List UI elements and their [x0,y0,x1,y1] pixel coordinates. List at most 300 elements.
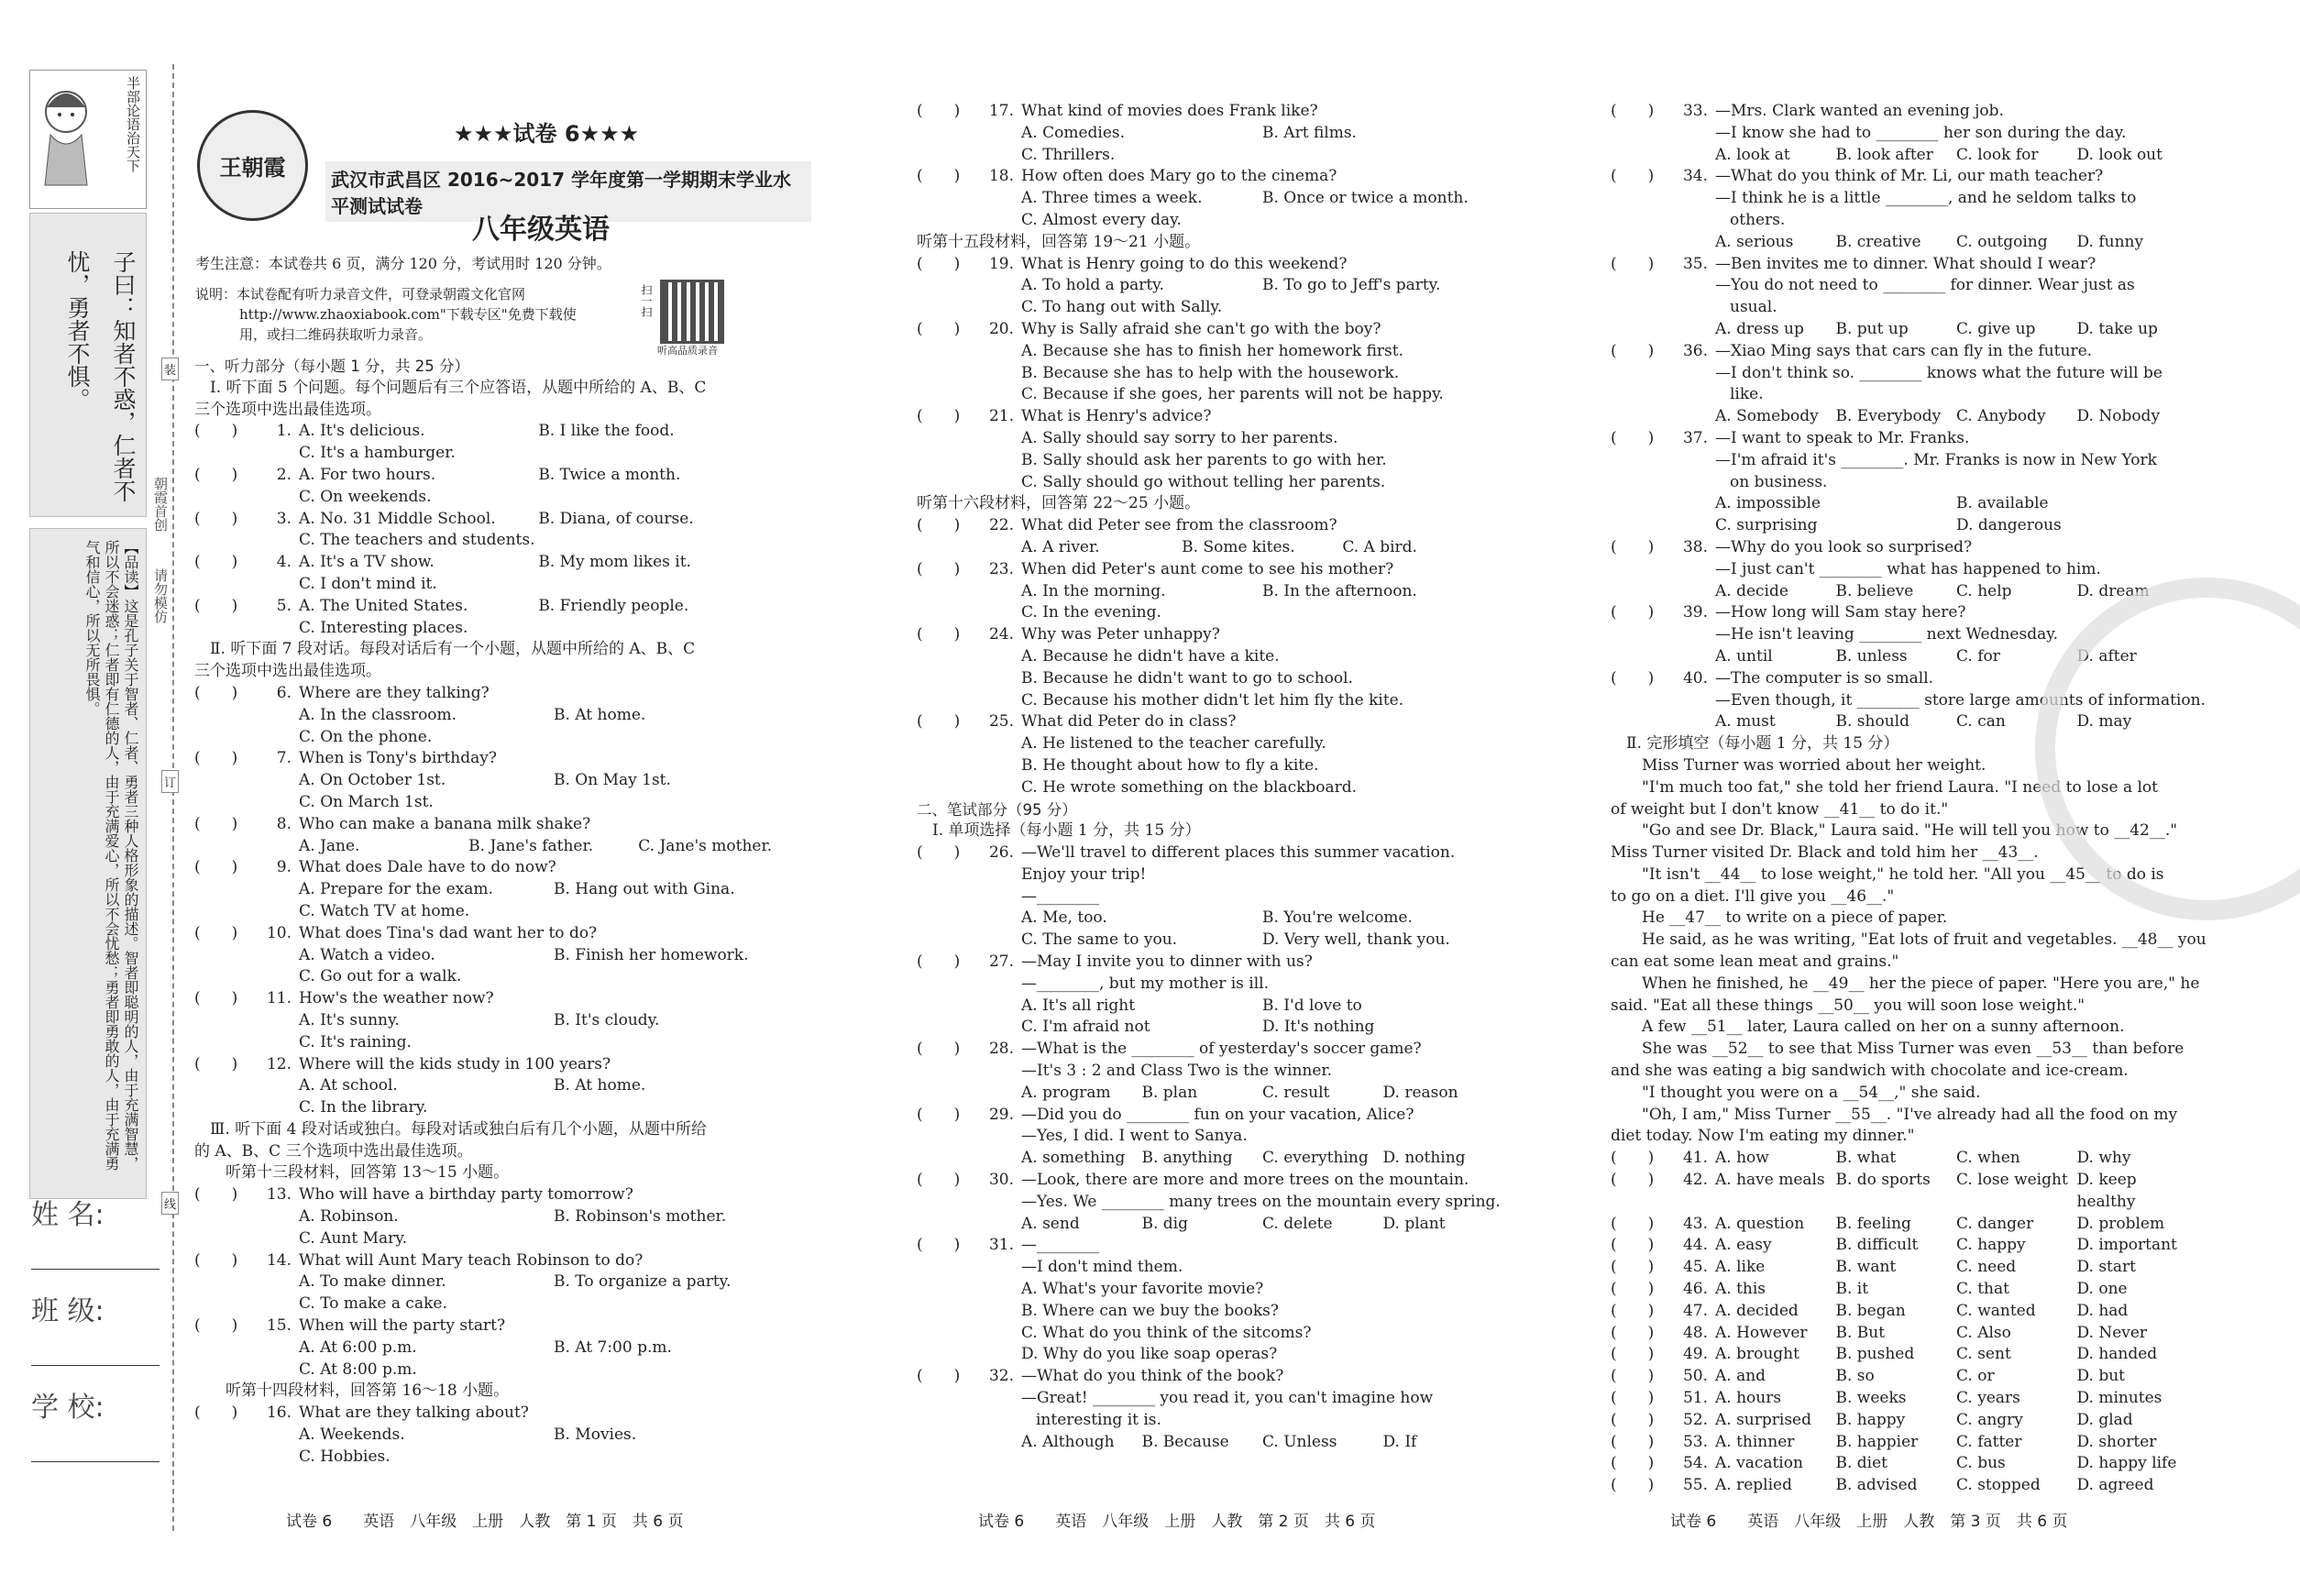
question-number: 23. [988,559,1014,578]
answer-bracket[interactable]: ( ) [1611,102,1655,120]
side-note-2: 请勿模仿 [152,568,169,623]
cloze-item-52 [1611,1410,2197,1432]
option-a: A. Although [1021,1432,1115,1451]
option-a: A. hours [1715,1389,1782,1408]
question-17 [917,101,1503,123]
answer-bracket[interactable]: ( ) [194,989,238,1008]
question-text: Who will have a birthday party tomorrow? [299,1185,633,1205]
paragraph-line: to go on a diet. I'll give you __46__." [1611,886,1895,906]
answer-bracket[interactable]: ( ) [1611,537,1655,556]
option-b: B. It's cloudy. [554,1010,660,1029]
answer-bracket[interactable]: ( ) [194,422,238,441]
question-number: 8. [276,814,292,833]
option-text: C. To make a cake. [299,1294,447,1314]
answer-bracket[interactable]: ( ) [917,1367,961,1386]
option-b: B. To go to Jeff's party. [1262,276,1441,295]
option-row [917,777,1503,799]
cloze-options [1715,1279,2197,1301]
question-number: 34. [1682,167,1708,186]
option-text: C. Because his mother didn't let him fly the kite. [1021,690,1404,710]
option-row [917,428,1503,450]
answer-bracket[interactable]: ( ) [194,814,238,833]
column-2 [917,101,1503,1453]
option-row [194,1425,809,1447]
question-26 [917,842,1503,864]
option-row [917,210,1503,232]
answer-bracket[interactable]: ( ) [917,516,961,535]
question-number: 38. [1682,537,1708,556]
indented-line: Enjoy your trip! [1021,864,1147,884]
answer-bracket[interactable]: ( ) [1611,668,1655,688]
pindu-box [29,528,147,1199]
question-12 [194,1054,809,1076]
question-number: 32. [988,1367,1014,1386]
question-number: 7. [276,749,292,768]
answer-bracket[interactable]: ( ) [917,1040,961,1059]
paragraph-line: said. "Eat all these things __50__ you will soon lose weight." [1611,996,2085,1015]
question-3 [194,509,809,531]
option-row [1611,515,2197,537]
answer-bracket[interactable]: ( ) [194,465,238,484]
option-text: C. On the phone. [299,727,433,746]
option-text: A. What's your favorite movie? [1021,1280,1264,1299]
paper-label: ★★★试卷 6★★★ [454,121,640,147]
brand-logo [197,110,308,221]
option-a: A. It's sunny. [299,1010,400,1029]
question-number: 18. [988,167,1014,186]
option-row [917,123,1503,145]
answer-bracket[interactable]: ( ) [917,1171,961,1190]
option-row [917,930,1503,952]
answer-bracket[interactable]: ( ) [1611,1454,1655,1473]
option-a: A. have meals [1715,1171,1825,1190]
option-row [194,1293,809,1315]
rail-char: 天 [125,145,141,159]
option-a: A. It's all right [1021,996,1136,1015]
option-b: B. Jane's father. [468,836,594,855]
question-number: 40. [1682,668,1708,688]
option-row [194,879,809,901]
indented-line: —I don't think so. ________ knows what the future will be [1715,363,2162,382]
option-a: A. Prepare for the exam. [299,880,493,899]
question-text [299,552,809,574]
question-number: 36. [1682,341,1708,360]
cloze-options [1715,1475,2197,1497]
option-a: A. like [1715,1258,1766,1277]
answer-bracket[interactable]: ( ) [1611,1389,1655,1408]
question-20 [917,319,1503,341]
option-text: C. Watch TV at home. [299,901,470,920]
answer-bracket[interactable]: ( ) [917,407,961,426]
question-8 [194,814,809,836]
answer-bracket[interactable]: ( ) [194,509,238,528]
answer-bracket[interactable]: ( ) [1611,1432,1655,1451]
answer-bracket[interactable]: ( ) [917,254,961,273]
indented-line: —________ [1021,886,1099,906]
answer-bracket[interactable]: ( ) [194,1250,238,1270]
cloze-item-51 [1611,1388,2197,1410]
question-35 [1611,254,2197,276]
option-d: D. dream [2076,581,2150,600]
qr-label: 扫一扫 [640,284,653,317]
cloze-options [1715,1170,2197,1214]
logo-text: 王朝霞 [219,155,286,181]
cloze-item-42 [1611,1170,2197,1214]
question-32 [917,1366,1503,1388]
option-a: A. and [1715,1367,1766,1386]
paragraph-line: can eat some lean meat and grains." [1611,952,1899,972]
answer-bracket[interactable]: ( ) [1611,1214,1655,1233]
paragraph-line: 三个选项中选出最佳选项。 [194,662,381,681]
answer-bracket[interactable]: ( ) [1611,1149,1655,1168]
cloze-item-54 [1611,1453,2197,1475]
option-a: A. how [1715,1149,1769,1168]
option-a: A. No. 31 Middle School. [299,509,496,528]
option-row [917,472,1503,494]
answer-bracket[interactable]: ( ) [1611,1476,1655,1495]
option-b: B. look after [1835,145,1933,164]
desc-3: 用，或扫二维码获取听力录音。 [239,326,433,343]
option-d: D. Never [2076,1323,2148,1342]
option-row [194,945,809,967]
question-number: 54. [1682,1454,1708,1473]
cloze-item-41 [1611,1148,2197,1170]
answer-bracket[interactable]: ( ) [1611,603,1655,622]
answer-bracket[interactable]: ( ) [917,625,961,644]
name-field[interactable] [31,1192,160,1270]
rail-top-box [29,70,147,209]
option-row [917,581,1503,603]
question-1 [194,421,809,443]
option-a: A. surprised [1715,1410,1811,1429]
paragraph-line: She was __52__ to see that Miss Turner was even __53__ than before [1611,1040,2184,1059]
option-c: C. outgoing [1956,232,2048,251]
option-row [917,690,1503,712]
option-c: C. lose weight [1956,1171,2068,1190]
answer-bracket[interactable]: ( ) [917,1236,961,1255]
option-row [194,487,809,509]
question-36 [1611,341,2197,363]
indented-line: —I just can't ________ what has happened to him. [1715,559,2101,578]
option-text: C. It's raining. [299,1032,412,1051]
option-a: A. Me, too. [1021,908,1107,928]
answer-bracket[interactable]: ( ) [917,319,961,338]
paragraph-line: Ⅱ. 听下面 7 段对话。每段对话后有一个小题，从题中所给的 A、B、C [194,640,696,659]
answer-bracket[interactable]: ( ) [194,1185,238,1205]
answer-bracket[interactable]: ( ) [1611,1280,1655,1299]
cloze-options [1715,1148,2197,1170]
question-33 [1611,101,2197,123]
question-number: 43. [1682,1214,1708,1233]
option-d: D. take up [2076,319,2158,338]
paragraph-line: "Oh, I am," Miss Turner __55__. "I've already had all the food on my [1611,1105,2178,1124]
option-row [917,668,1503,690]
paragraph-line: Miss Turner was worried about her weight. [1611,755,1986,775]
answer-bracket[interactable]: ( ) [1611,1301,1655,1320]
question-text: —The computer is so small. [1715,668,1934,688]
indented-line: —He isn't leaving ________ next Wednesday. [1715,625,2058,644]
paragraph-line: "I'm much too fat," she told her friend Laura. "I need to lose a lot [1611,777,2158,797]
paragraph-line: "I thought you were on a __54__," she said. [1611,1083,1981,1102]
option-b: D. It's nothing [1262,1018,1375,1037]
cloze-options [1715,1453,2197,1475]
left-rail [29,70,147,1199]
answer-bracket[interactable]: ( ) [194,553,238,572]
question-text: —Look, there are more and more trees on the mountain. [1021,1171,1469,1190]
option-c: C. give up [1956,319,2036,338]
paragraph-line: Ⅲ. 听下面 4 段对话或独白。每段对话或独白后有几个小题，从题中所给 [194,1119,707,1139]
option-text: C. On March 1st. [299,792,434,811]
quote-main: 子曰：知者不惑，仁者不 [110,250,137,502]
question-number: 17. [988,102,1014,120]
question-text [299,596,809,618]
option-a: A. thinner [1715,1432,1795,1451]
question-number: 28. [988,1040,1014,1059]
option-row [194,443,809,465]
answer-bracket[interactable]: ( ) [917,1105,961,1124]
option-c: C. Unless [1262,1432,1337,1451]
question-27 [917,952,1503,974]
answer-bracket[interactable]: ( ) [917,167,961,186]
question-5 [194,596,809,618]
question-23 [917,559,1503,581]
option-row [1611,581,2197,603]
indented-line: —I don't mind them. [1021,1258,1183,1277]
answer-bracket[interactable]: ( ) [1611,428,1655,447]
question-text: What is Henry going to do this weekend? [1021,254,1348,273]
paragraph-line: and she was eating a big sandwich with chocolate and ice-cream. [1611,1062,2129,1081]
question-number: 35. [1682,254,1708,273]
option-row [917,1323,1503,1345]
option-a: A. Somebody [1715,407,1819,426]
class-field[interactable] [31,1288,160,1366]
answer-bracket[interactable]: ( ) [194,596,238,615]
option-text: A. He listened to the teacher carefully. [1021,734,1326,754]
option-a: A. question [1715,1214,1805,1233]
answer-bracket[interactable]: ( ) [917,712,961,732]
answer-bracket[interactable]: ( ) [1611,1323,1655,1342]
indented-line: —Yes, I did. I went to Sanya. [1021,1127,1248,1146]
option-b: B. Everybody [1835,407,1942,426]
option-d: D. nothing [1382,1149,1466,1168]
option-b: B. feeling [1835,1214,1911,1233]
question-number: 14. [266,1250,292,1270]
desc-1: 说明：本试卷配有听力录音文件，可登录朝霞文化官网 [195,286,526,303]
option-d: D. reason [1382,1083,1458,1102]
option-b: B. At home. [554,705,646,724]
option-b: B. Twice a month. [538,465,681,484]
answer-bracket[interactable]: ( ) [194,1316,238,1336]
option-c: C. result [1262,1083,1330,1102]
question-text: Who can make a banana milk shake? [299,814,591,833]
indented-line: —Great! ________ you read it, you can't imagine how [1021,1389,1434,1408]
option-c: C. wanted [1956,1301,2036,1320]
indented-line: others. [1730,210,1786,229]
option-row [194,1359,809,1381]
desc-2: http://www.zhaoxiabook.com"下载专区"免费下载使 [239,306,577,323]
option-row [917,297,1503,319]
answer-bracket[interactable]: ( ) [1611,1367,1655,1386]
answer-bracket[interactable]: ( ) [1611,1345,1655,1364]
option-text: B. Sally should ask her parents to go with her. [1021,450,1387,469]
answer-bracket[interactable]: ( ) [194,858,238,877]
option-a: A. The United States. [299,596,468,615]
option-row [194,1228,809,1250]
question-number: 10. [266,923,292,942]
option-b: B. Hang out with Gina. [554,880,735,899]
cloze-options [1715,1366,2197,1388]
option-b: B. diet [1835,1454,1888,1473]
answer-bracket[interactable]: ( ) [1611,1258,1655,1277]
option-row [194,1010,809,1032]
indented-line: —Yes. We ________ many trees on the mountain every spring. [1021,1192,1501,1211]
answer-bracket[interactable]: ( ) [194,683,238,702]
question-text: —May I invite you to dinner with us? [1021,952,1313,972]
answer-bracket[interactable]: ( ) [194,749,238,768]
option-a: A. To hold a party. [1021,276,1164,295]
option-a: A. It's delicious. [299,422,425,441]
notice: 考生注意：本试卷共 6 页，满分 120 分，考试用时 120 分钟。 [195,255,611,272]
option-b: B. weeks [1835,1389,1907,1408]
option-c: C. happy [1956,1236,2026,1255]
cloze-item-47 [1611,1301,2197,1323]
option-row [917,384,1503,406]
answer-bracket[interactable]: ( ) [917,102,961,120]
cloze-options [1715,1323,2197,1345]
option-d: D. keep healthy [2076,1171,2137,1211]
pindu-text: 【品读】这是孔子关于智者、仁者、勇者三种人格形象的描述。智者即聪明的人，由于充满智慧，所以不会迷惑；仁者即有仁德的人，由于充满爱心，所以不会忧愁；勇者即勇敢的人，由于充满勇气和信心，所以无所畏惧。 [83,540,139,1171]
option-text: C. Go out for a walk. [299,967,462,986]
cloze-options [1715,1410,2197,1432]
paragraph-line: He said, as he was writing, "Eat lots of fruit and vegetables. __48__ you [1611,930,2206,950]
option-row [917,755,1503,777]
answer-bracket[interactable]: ( ) [1611,254,1655,273]
option-row [1611,493,2197,515]
question-text: Where are they talking? [299,683,490,702]
answer-bracket[interactable]: ( ) [194,923,238,942]
indented-line: like. [1730,385,1764,404]
option-b: B. Movies. [554,1425,637,1445]
option-d: D. If [1382,1432,1417,1451]
question-number: 3. [276,509,292,528]
option-text: C. Hobbies. [299,1447,391,1466]
school-field[interactable] [31,1384,160,1462]
answer-bracket[interactable]: ( ) [1611,1410,1655,1429]
question-number: 29. [988,1105,1014,1124]
question-21 [917,406,1503,428]
question-text: —Xiao Ming says that cars can fly in the future. [1715,341,2093,360]
option-a: A. until [1715,646,1773,666]
paragraph-line: 听第十三段材料，回答第 13～15 小题。 [194,1163,510,1183]
indented-line: —I know she had to ________ her son during the day. [1715,123,2127,142]
answer-bracket[interactable]: ( ) [917,843,961,863]
question-4 [194,552,809,574]
option-text: C. In the evening. [1021,603,1161,622]
question-text: Why was Peter unhappy? [1021,625,1220,644]
rail-char: 部 [125,90,141,104]
option-a: A. decide [1715,581,1788,600]
qr-code[interactable] [660,280,724,344]
option-c: C. delete [1262,1214,1333,1233]
option-d: D. glad [2076,1410,2133,1429]
option-row [194,1075,809,1097]
option-b: B. Robinson's mother. [554,1207,727,1227]
option-c: C. fatter [1956,1432,2022,1451]
option-b: B. At home. [554,1076,646,1095]
question-number: 25. [988,712,1014,732]
question-28 [917,1039,1503,1061]
option-d: D. agreed [2076,1476,2154,1495]
question-18 [917,166,1503,188]
paragraph-line: 听第十五段材料，回答第 19～21 小题。 [917,232,1201,251]
rail-top-text [124,76,142,204]
option-b: B. so [1835,1367,1875,1386]
subject-title: 八年级英语 [472,214,610,246]
option-d: D. may [2076,712,2132,732]
school-line [31,1425,160,1462]
cloze-options [1715,1214,2197,1236]
option-b: B. Once or twice a month. [1262,189,1469,208]
option-c: C. bus [1956,1454,2006,1473]
option-d: D. plant [1382,1214,1446,1233]
option-b: B. You're welcome. [1262,908,1413,928]
option-a: A. program [1021,1083,1111,1102]
option-row [917,1148,1503,1170]
option-row [194,1337,809,1359]
answer-bracket[interactable]: ( ) [1611,1236,1655,1255]
answer-bracket[interactable]: ( ) [194,1403,238,1423]
class-label: 班 级: [31,1295,105,1327]
answer-bracket[interactable]: ( ) [194,1054,238,1073]
question-19 [917,254,1503,276]
option-c: C. that [1956,1280,2009,1299]
option-d: D. minutes [2076,1389,2162,1408]
question-text: What kind of movies does Frank like? [1021,102,1318,120]
question-number: 2. [276,465,292,484]
option-text: C. Because if she goes, her parents will not be happy. [1021,385,1444,404]
option-d: D. had [2076,1301,2129,1320]
answer-bracket[interactable]: ( ) [1611,341,1655,360]
option-row [917,1432,1503,1454]
question-30 [917,1170,1503,1192]
paragraph-line: 的 A、B、C 三个选项中选出最佳选项。 [194,1141,473,1161]
option-c: C. help [1956,581,2012,600]
indented-line: —________, but my mother is ill. [1021,974,1270,993]
answer-bracket[interactable]: ( ) [917,559,961,578]
paragraph-line: Ⅰ. 单项选择（每小题 1 分，共 15 分） [917,821,1201,841]
class-line [31,1328,160,1366]
option-row [917,1214,1503,1236]
question-6 [194,683,809,705]
answer-bracket[interactable]: ( ) [1611,1171,1655,1190]
option-b: B. plan [1141,1083,1198,1102]
option-a: A. something [1021,1149,1126,1168]
option-c: C. when [1956,1149,2020,1168]
answer-bracket[interactable]: ( ) [917,952,961,972]
option-text: C. In the library. [299,1098,428,1117]
option-d: D. one [2076,1280,2128,1299]
question-7 [194,748,809,770]
option-text: A. Sally should say sorry to her parents. [1021,428,1338,447]
option-a: A. Weekends. [299,1425,405,1445]
cloze-options [1715,1257,2197,1279]
option-row [917,733,1503,755]
answer-bracket[interactable]: ( ) [1611,167,1655,186]
option-b: B. unless [1835,646,1908,666]
option-row [194,1032,809,1054]
option-row [194,966,809,988]
option-row [917,188,1503,210]
